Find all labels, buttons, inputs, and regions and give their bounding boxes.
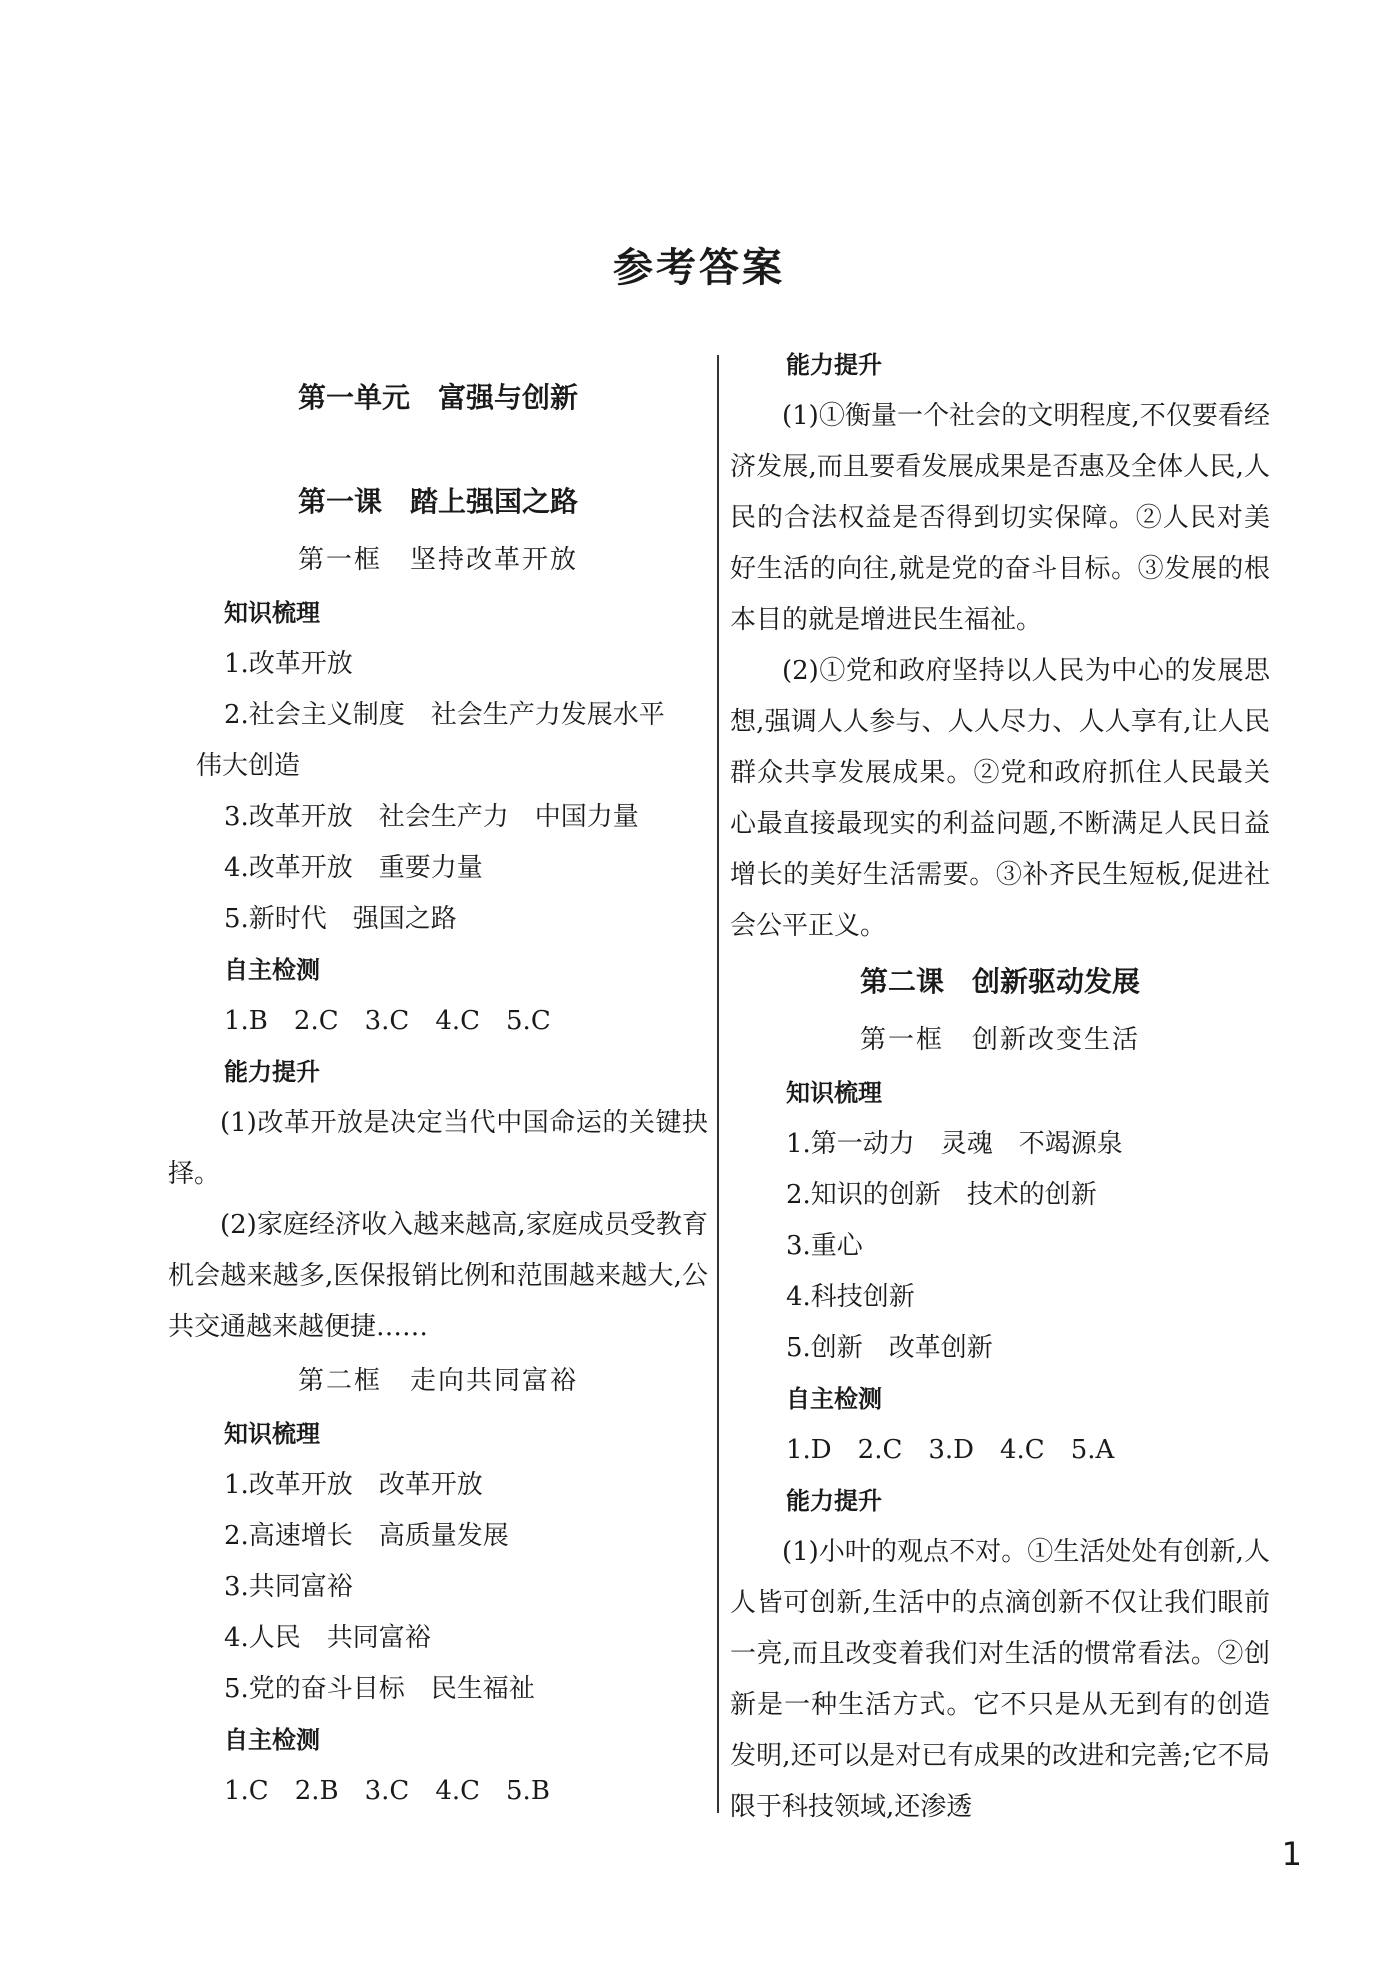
answer-line: 3.改革开放 社会生产力 中国力量: [224, 802, 639, 832]
answer-paragraph: (2)①党和政府坚持以人民为中心的发展思想,强调人人参与、人人尽力、人人享有,让人民群众共享发展成果。②党和政府抓住人民最关心最直接最现实的利益问题,不断满足人民日益增长的美好生活需要。③补齐民生短板,促进社会公平正义。: [730, 656, 1270, 941]
answer-line: 1.C 2.B 3.C 4.C 5.B: [224, 1776, 550, 1806]
frame2-heading: 第二框 走向共同富裕: [297, 1366, 578, 1396]
answer-paragraph: (1)小叶的观点不对。①生活处处有创新,人人皆可创新,生活中的点滴创新不仅让我们眼前一亮,而且改变着我们对生活的惯常看法。②创新是一种生活方式。它不只是从无到有的创造发明,还可以是对已有成果的改进和完善;它不局限于科技领域,还渗透: [730, 1537, 1270, 1822]
answer-line: 5.新时代 强国之路: [224, 904, 457, 934]
page-number: 1: [1281, 1835, 1302, 1873]
answer-line: 1.B 2.C 3.C 4.C 5.C: [224, 1006, 551, 1036]
answer-paragraph: (1)①衡量一个社会的文明程度,不仅要看经济发展,而且要看发展成果是否惠及全体人民,人民的合法权益是否得到切实保障。②人民对美好生活的向往,就是党的奋斗目标。③发展的根本目的就是增进民生福祉。: [730, 401, 1270, 635]
answer-line: 1.第一动力 灵魂 不竭源泉: [786, 1129, 1123, 1159]
answer-line: 1.改革开放 改革开放: [224, 1470, 483, 1500]
section-ability: 能力提升: [786, 351, 882, 379]
answer-paragraph: (1)改革开放是决定当代中国命运的关键抉择。: [168, 1108, 708, 1189]
frame3-heading: 第一框 创新改变生活: [859, 1025, 1140, 1055]
answer-line: 1.改革开放: [224, 649, 353, 679]
answer-line: 4.改革开放 重要力量: [224, 853, 483, 883]
answer-line: 1.D 2.C 3.D 4.C 5.A: [786, 1435, 1115, 1465]
left-column: [168, 340, 708, 1817]
answer-line: 2.知识的创新 技术的创新: [786, 1180, 1097, 1210]
answer-line: 2.高速增长 高质量发展: [224, 1521, 509, 1551]
answer-line: 2.社会主义制度 社会生产力发展水平: [224, 700, 665, 730]
frame1-heading: 第一框 坚持改革开放: [297, 545, 578, 575]
section-self-check: 自主检测: [786, 1385, 882, 1413]
answer-line: 伟大创造: [196, 751, 301, 781]
page-title: 参考答案: [613, 245, 785, 291]
section-self-check: 自主检测: [224, 1726, 320, 1754]
column-divider: [717, 355, 719, 1813]
section-ability: 能力提升: [224, 1058, 320, 1086]
section-knowledge: 知识梳理: [224, 599, 320, 627]
right-column: [730, 340, 1270, 1833]
answer-line: 4.科技创新: [786, 1282, 915, 1312]
unit-heading: 第一单元 富强与创新: [297, 381, 578, 414]
answer-line: 3.共同富裕: [224, 1572, 353, 1602]
section-knowledge: 知识梳理: [224, 1420, 320, 1448]
answer-line: 5.创新 改革创新: [786, 1333, 993, 1363]
answer-line: 4.人民 共同富裕: [224, 1623, 431, 1653]
section-self-check: 自主检测: [224, 956, 320, 984]
answer-paragraph: (2)家庭经济收入越来越高,家庭成员受教育机会越来越多,医保报销比例和范围越来越大,公共交通越来越便捷……: [168, 1210, 708, 1342]
answer-line: 5.党的奋斗目标 民生福祉: [224, 1674, 535, 1704]
answer-line: 3.重心: [786, 1231, 863, 1261]
section-knowledge: 知识梳理: [786, 1079, 882, 1107]
lesson2-heading: 第二课 创新驱动发展: [859, 965, 1140, 998]
lesson1-heading: 第一课 踏上强国之路: [297, 485, 578, 518]
section-ability: 能力提升: [786, 1487, 882, 1515]
